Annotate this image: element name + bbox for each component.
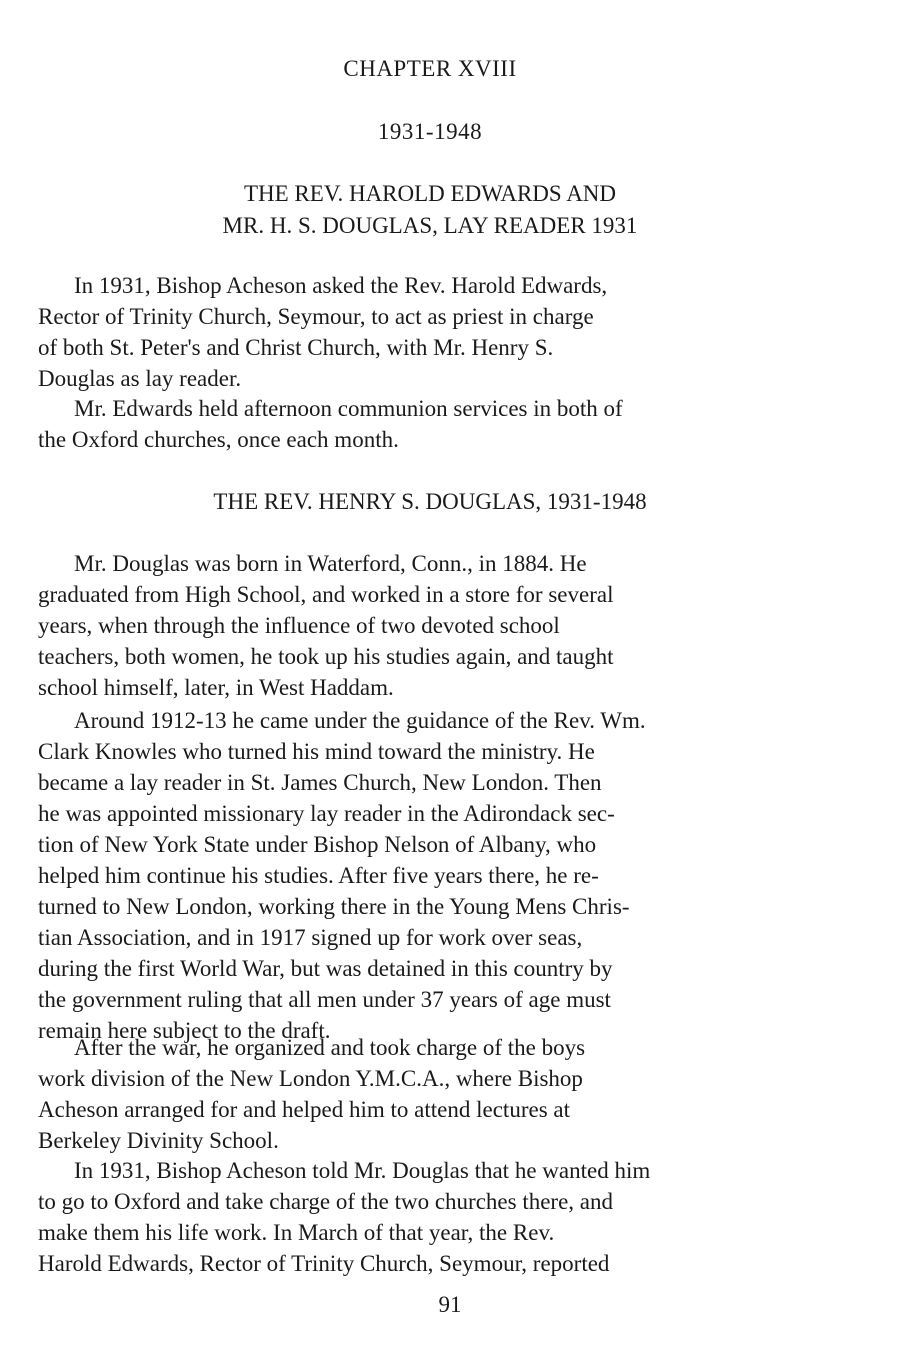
paragraph-line: Acheson arranged for and helped him to attend lectures at	[38, 1097, 570, 1122]
section-heading-douglas	[0, 486, 860, 518]
paragraph	[38, 270, 850, 394]
paragraph-line: After the war, he organized and took charge of the boys	[74, 1035, 586, 1060]
paragraph-line: In 1931, Bishop Acheson asked the Rev. Harold Edwards,	[74, 273, 608, 298]
paragraph-line: Around 1912-13 he came under the guidance of the Rev. Wm.	[74, 708, 646, 733]
section-heading-line: THE REV. HAROLD EDWARDS AND	[243, 181, 617, 206]
paragraph-line: In 1931, Bishop Acheson told Mr. Douglas that he wanted him	[74, 1158, 651, 1183]
paragraph-line: helped him continue his studies. After five years there, he re-	[38, 863, 599, 888]
paragraph-line: he was appointed missionary lay reader in the Adirondack sec-	[38, 801, 615, 826]
paragraph-line: teachers, both women, he took up his studies again, and taught	[38, 644, 614, 669]
section-heading-edwards	[0, 178, 860, 242]
paragraph	[38, 705, 850, 1046]
paragraph-line: during the first World War, but was detained in this country by	[38, 956, 613, 981]
paragraph-line: the government ruling that all men under 37 years of age must	[38, 987, 611, 1012]
paragraph-line: graduated from High School, and worked in a store for several	[38, 582, 614, 607]
paragraph-line: Mr. Edwards held afternoon communion services in both of	[74, 396, 623, 421]
section-heading-line: THE REV. HENRY S. DOUGLAS, 1931-1948	[213, 489, 647, 514]
paragraph-line: tian Association, and in 1917 signed up for work over seas,	[38, 925, 583, 950]
paragraph	[38, 393, 850, 455]
paragraph-line: the Oxford churches, once each month.	[38, 427, 399, 452]
paragraph	[38, 548, 850, 703]
paragraph-line: became a lay reader in St. James Church, New London. Then	[38, 770, 602, 795]
paragraph-line: tion of New York State under Bishop Nelson of Albany, who	[38, 832, 597, 857]
paragraph-line: Berkeley Divinity School.	[38, 1128, 279, 1153]
paragraph-line: Mr. Douglas was born in Waterford, Conn., in 1884. He	[74, 551, 587, 576]
paragraph-line: Clark Knowles who turned his mind toward the ministry. He	[38, 739, 595, 764]
paragraph-line: turned to New London, working there in the Young Mens Chris-	[38, 894, 630, 919]
page-number: 91	[438, 1292, 462, 1317]
paragraph	[38, 1155, 850, 1279]
chapter-years: 1931-1948	[377, 119, 483, 144]
paragraph-line: of both St. Peter's and Christ Church, with Mr. Henry S.	[38, 335, 554, 360]
section-heading-line: MR. H. S. DOUGLAS, LAY READER 1931	[222, 213, 638, 238]
paragraph-line: remain here subject to the draft.	[38, 1018, 331, 1043]
paragraph-line: Harold Edwards, Rector of Trinity Church, Seymour, reported	[38, 1251, 610, 1276]
paragraph-line: years, when through the influence of two devoted school	[38, 613, 560, 638]
paragraph-line: make them his life work. In March of that year, the Rev.	[38, 1220, 555, 1245]
paragraph-line: Rector of Trinity Church, Seymour, to act as priest in charge	[38, 304, 594, 329]
chapter-title: CHAPTER XVIII	[343, 56, 517, 81]
paragraph-line: to go to Oxford and take charge of the two churches there, and	[38, 1189, 614, 1214]
paragraph-line: work division of the New London Y.M.C.A., where Bishop	[38, 1066, 583, 1091]
paragraph	[38, 1032, 850, 1156]
paragraph-line: Douglas as lay reader.	[38, 366, 242, 391]
paragraph-line: school himself, later, in West Haddam.	[38, 675, 394, 700]
